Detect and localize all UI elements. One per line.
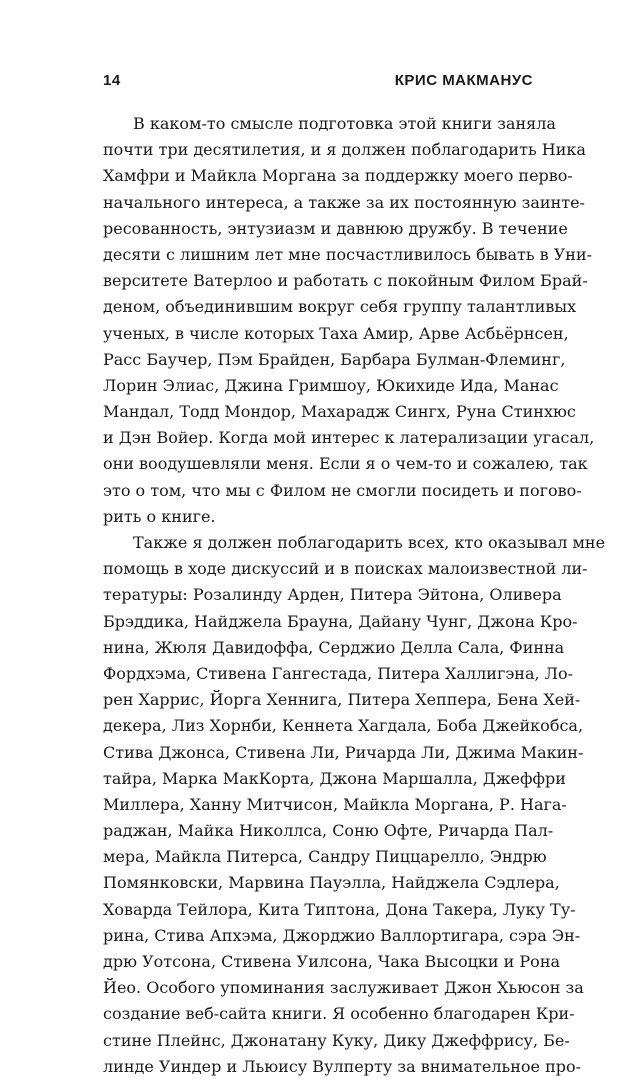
paragraph-2-line: рен Харрис, Йорга Хеннига, Питера Хеппера, Бена Хей- [103,690,581,710]
page-number: 14 [103,72,121,89]
paragraph-1-line: почти три десятилетия, и я должен поблагодарить Ника [103,140,586,160]
paragraph-2-line: мера, Майкла Питерса, Сандру Пиццарелло, Эндрю [103,847,547,867]
paragraph-2-line: Брэддика, Найджела Брауна, Дайану Чунг, Джона Кро- [103,611,578,631]
paragraph-2-line: Стива Джонса, Стивена Ли, Ричарда Ли, Джима Макин- [103,742,584,762]
paragraph-2-line: нина, Жюля Давидоффа, Серджио Делла Сала, Финна [103,637,565,657]
paragraph-2-line: рина, Стива Апхэма, Джорджио Валлортигара, сэра Эн- [103,925,581,945]
paragraph-2-line: тайра, Марка МакКорта, Джона Маршалла, Джеффри [103,768,566,788]
paragraph-2-line: стине Плейнс, Джонатану Куку, Дику Джеффрису, Бе- [103,1030,570,1050]
running-head-author: КРИС МАКМАНУС [394,72,533,89]
paragraph-2-line: тературы: Розалинду Арден, Питера Эйтона, Оливера [103,585,562,605]
paragraph-2-line: Фордхэма, Стивена Гангестада, Питера Халлигэна, Ло- [103,663,574,683]
paragraph-1-line: десяти с лишним лет мне посчастливилось бывать в Уни- [103,244,593,264]
paragraph-1-line: Хамфри и Майкла Моргана за поддержку моего перво- [103,166,573,186]
paragraph-2-line: Также я должен поблагодарить всех, кто оказывал мне [133,533,606,552]
paragraph-1-line: рить о книге. [103,506,216,526]
paragraph-1-line: ученых, в числе которых Таха Амир, Арве Асбьёрнсен, [103,323,569,343]
paragraph-1-line: они воодушевляли меня. Если я о чем-то и сожалею, так [103,454,588,474]
paragraph-2-line: декера, Лиз Хорнби, Кеннета Хагдала, Боба Джейкобса, [103,716,584,736]
running-head [103,72,533,96]
paragraph-1-line: Расс Баучер, Пэм Брайден, Барбара Булман-Флеминг, [103,349,566,369]
body-text [103,111,606,1080]
paragraph-2-line: дрю Уотсона, Стивена Уилсона, Чака Высоцки и Рона [103,952,561,971]
paragraph-1-line: Лорин Элиас, Джина Гримшоу, Юкихиде Ида, Манас [103,375,559,395]
paragraph-1-line: верситете Ватерлоо и работать с покойным Филом Брай- [103,271,588,291]
paragraph-2-line: линде Уиндер и Льюису Вулперту за внимательное про- [103,1056,582,1076]
paragraph-1-line: ресованность, энтузиазм и давнюю дружбу. В течение [103,218,568,238]
paragraph-2-line: помощь в ходе дискуссий и в поисках малоизвестной ли- [103,559,588,579]
paragraph-2-line: раджан, Майка Николлса, Соню Офте, Ричарда Пал- [103,821,554,841]
paragraph-1-line: деном, объединившим вокруг себя группу талантливых [103,297,577,317]
paragraph-1-line: начального интереса, а также за их постоянную заинте- [103,192,585,212]
paragraph-2-line: Йео. Особого упоминания заслуживает Джон Хьюсон за [103,978,584,998]
paragraph-1-line: это о том, что мы с Филом не смогли посидеть и погово- [103,480,582,500]
paragraph-1-line: Мандал, Тодд Мондор, Махарадж Сингх, Руна Стинхюс [103,402,576,422]
paragraph-1-line: и Дэн Войер. Когда мой интерес к латерализации угасал, [103,428,595,448]
paragraph-2-line: Ховарда Тейлора, Кита Типтона, Дона Такера, Луку Ту- [103,899,576,919]
paragraph-2-line: Миллера, Ханну Митчисон, Майкла Моргана, Р. Нага- [103,794,567,814]
paragraph-1-line: В каком-то смысле подготовка этой книги заняла [133,114,556,133]
paragraph-2-line: Помянковски, Марвина Пауэлла, Найджела Сэдлера, [103,873,560,893]
paragraph-2-line: создание веб-сайта книги. Я особенно благодарен Кри- [103,1004,575,1024]
